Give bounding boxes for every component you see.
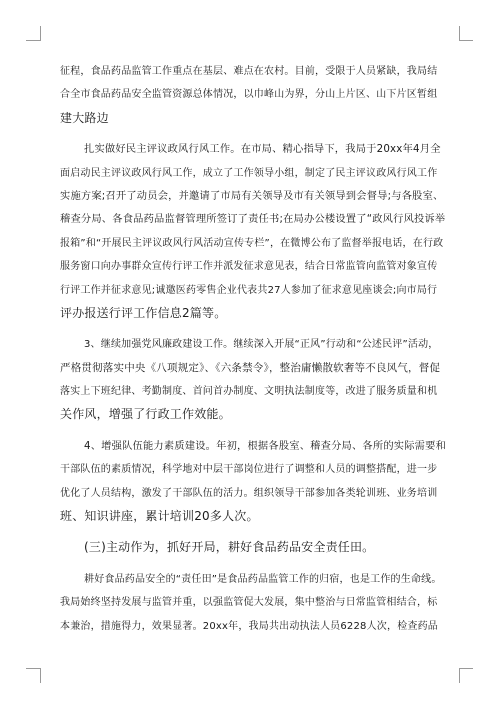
paragraph-2	[60, 138, 445, 325]
text-line: 本兼治，措施得力，效果显著。20xx年，我局共出动执法人员6228人次，检查药品	[60, 620, 439, 632]
text-line: 4、增强队伍能力素质建设。年初，根据各股室、稽查分局、各所的实际需要和	[84, 439, 447, 452]
crop-mark-top-left-h	[26, 40, 40, 41]
text-line: 稽查分局、各食品药品监督管理所签订了责任书;在局办公楼设置了“政风行风投诉举	[60, 213, 446, 226]
crop-mark-top-right-h	[459, 40, 473, 41]
crop-mark-bottom-left-h	[26, 668, 40, 669]
crop-mark-bottom-left-v	[40, 668, 41, 683]
text-line: 征程，食品药品监管工作重点在基层、难点在农村。目前，受限于人员紧缺，我局结	[60, 66, 438, 77]
paragraph-4	[60, 435, 445, 529]
text-line: 我局始终坚持发展与监管并重，以强监管促大发展，集中整治与日常监管相结合，标	[60, 597, 438, 609]
heading-line: (三)主动作为，抓好开局，耕好食品药品安全责任田。	[84, 540, 375, 555]
section-heading	[60, 536, 445, 559]
paragraph-6	[60, 568, 445, 638]
text-line: 3、继续加强党风廉政建设工作。继续深入开展“正风”行动和“公述民评”活动，	[84, 339, 439, 351]
text-line: 关作风，增强了行政工作效能。	[60, 407, 231, 422]
text-line: 优化了人员结构，激发了干部队伍的活力。组织领导干部参加各类轮训班、业务培训	[60, 487, 438, 499]
text-line: 班、知识讲座，累计培训20多人次。	[60, 509, 259, 524]
paragraph-3	[60, 333, 445, 427]
text-line: 合全市食品药品安全监管资源总体情况，以巾峰山为界，分山上片区、山下片区暂组	[60, 89, 438, 101]
text-line: 面启动民主评议政风行风工作，成立了工作领导小组，制定了民主评议政风行风工作	[60, 167, 438, 179]
text-line: 严格贯彻落实中央《八项规定》、《六条禁令》，整治庸懒散软奢等不良风气，督促	[60, 361, 441, 374]
crop-mark-top-left-v	[40, 26, 41, 41]
text-line: 行评工作并征求意见;诚邀医药零售企业代表共27人参加了征求意见座谈会;向市局行	[60, 284, 438, 296]
text-line: 实施方案;召开了动员会，并邀请了市局有关领导及市有关领导到会督导;与各股室、	[60, 189, 444, 202]
text-line: 建大路边	[60, 110, 109, 125]
text-line: 服务窗口向办事群众宣传行评工作并派发征求意见表，结合日常监管向监管对象宣传	[60, 261, 438, 273]
crop-mark-bottom-right-v	[459, 668, 460, 683]
text-line: 耕好食品药品安全的“责任田”是食品药品监管工作的归宿，也是工作的生命线。	[84, 573, 442, 585]
text-line: 落实上下班纪律、考勤制度、首问首办制度、文明执法制度等，改进了服务质量和机	[60, 386, 438, 398]
crop-mark-top-right-v	[459, 26, 460, 41]
crop-mark-bottom-right-h	[459, 668, 473, 669]
paragraph-1	[60, 60, 445, 130]
text-line: 评办报送行评工作信息2篇等。	[60, 305, 227, 320]
text-line: 扎实做好民主评议政风行风工作。在市局、精心指导下，我局于20xx年4月全	[84, 143, 441, 156]
text-line: 报箱”和“开展民主评议政风行风活动宣传专栏”，在微博公布了监督举报电话，在行政	[60, 237, 444, 249]
body-text	[60, 60, 445, 638]
text-line: 干部队伍的素质情况，科学地对中层干部岗位进行了调整和人员的调整搭配，进一步	[60, 464, 438, 476]
